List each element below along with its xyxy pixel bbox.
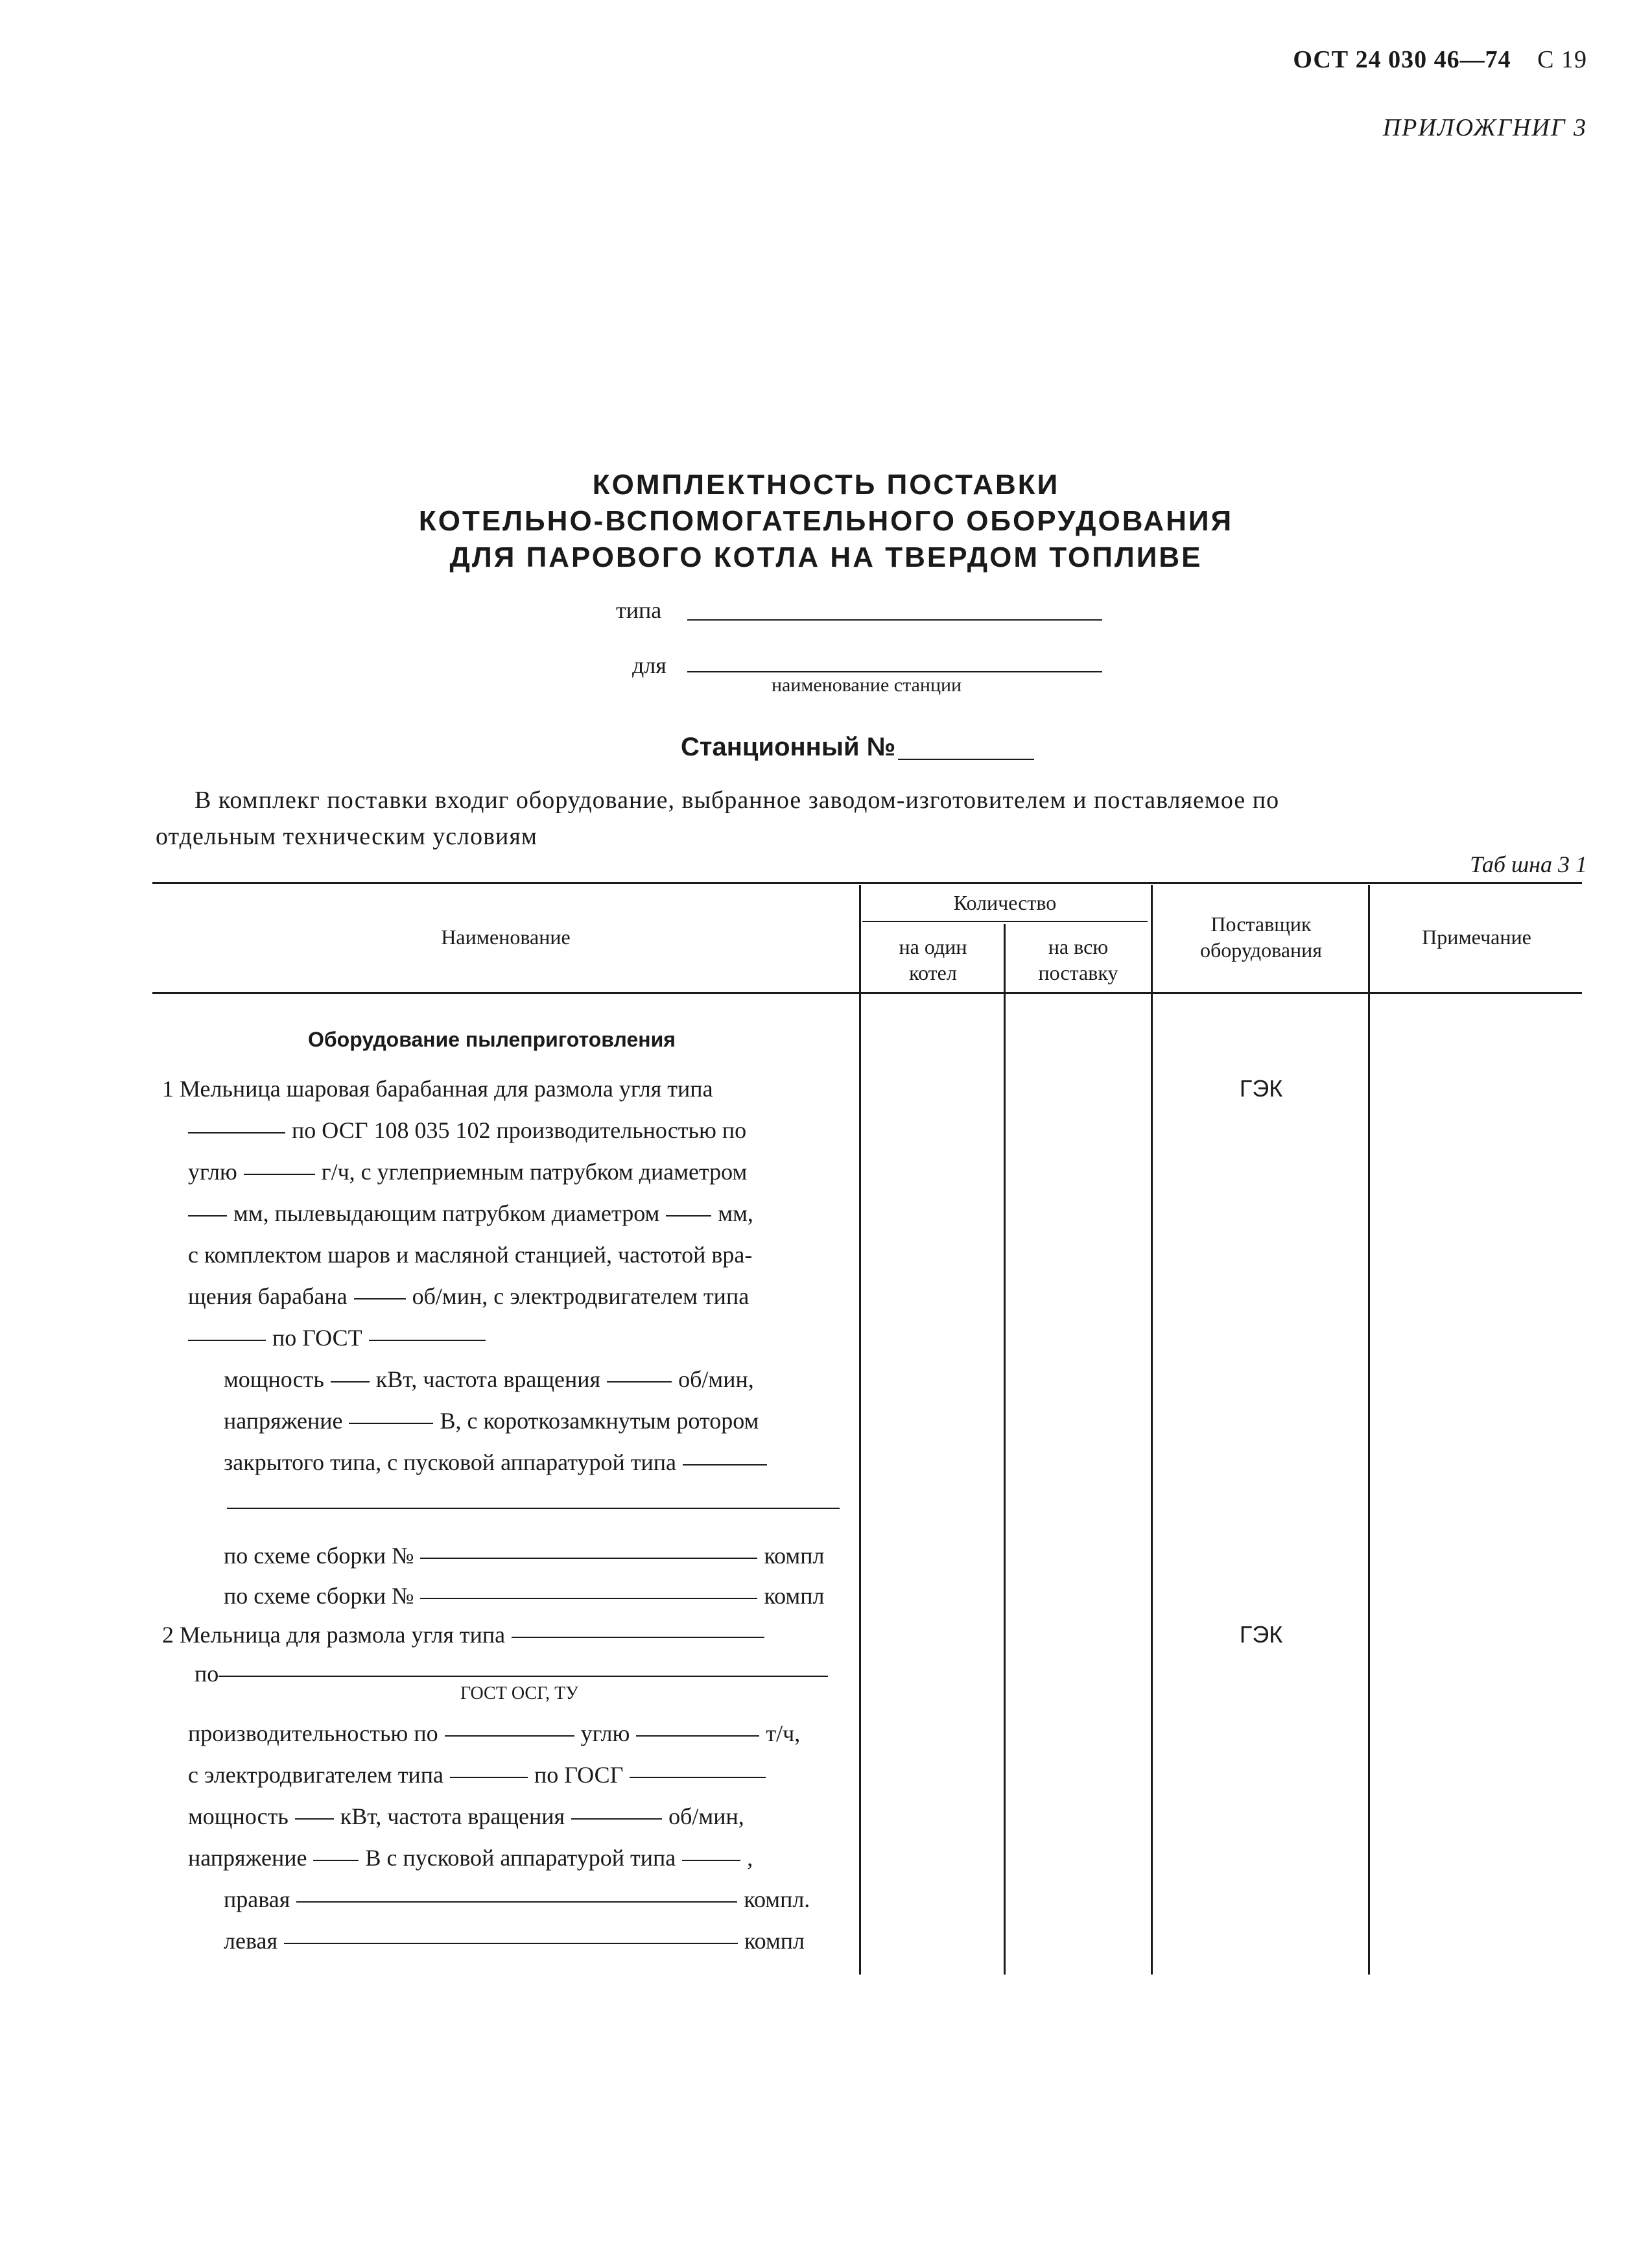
item2-std-caption: ГОСТ ОСГ, ТУ [460,1683,579,1703]
item2-left-unit: компл [744,1928,805,1954]
item2-gost: по ГОСГ [534,1762,624,1788]
blank-line [284,1943,738,1944]
item2-voltage-unit: В с пусковой аппаратурой типа [365,1845,676,1871]
col-divider-2 [1004,924,1006,1975]
type-label: типа [616,597,662,623]
blank-line [296,1901,737,1903]
item1-scheme-2-unit: компл [764,1583,825,1609]
header-note: Примечание [1422,925,1531,949]
item1-line-4-text: мм, пылевыдающим патрубком диаметром [233,1200,660,1226]
table-top-rule [152,882,1582,884]
header-supplier [1154,911,1368,963]
section-title: Оборудование пылеприготовления [308,1028,676,1051]
header-quantity: Количество [953,891,1057,914]
blank-line [218,1676,828,1677]
item1-closed-type [224,1449,773,1476]
item2-right-unit: компл. [744,1886,810,1912]
table-caption: Таб шна 3 1 [1470,851,1587,877]
blank-line [369,1340,486,1341]
station-caption: наименование станции [772,674,962,696]
station-field-line [687,671,1102,672]
document-code [1293,45,1587,74]
quantity-subheader-rule [862,921,1148,922]
blank-line [666,1215,711,1216]
blank-line [630,1777,766,1778]
header-supplier-line-1: Поставщик [1210,912,1312,936]
item2-right [224,1886,810,1913]
item1-line-6 [188,1283,749,1310]
item1-scheme-1-unit: компл [764,1543,825,1569]
header-per-delivery-line-2: поставку [1038,961,1118,984]
item2-comma: , [747,1845,753,1871]
blank-line [682,1860,740,1861]
item1-mm: мм, [718,1200,753,1226]
item2-coal: углю [580,1720,630,1746]
header-name: Наименование [441,925,571,949]
item1-rpm-unit: об/мин, [678,1366,754,1392]
item2-title: 2 Мельница для размола угля типа [162,1622,506,1648]
item1-line-5: с комплектом шаров и масляной станцией, частотой вра- [188,1242,753,1268]
item1-line-7 [188,1324,492,1351]
item1-line-3 [188,1158,747,1185]
intro-line-2: отдельным техническим условиям [156,823,537,850]
header-per-delivery [1006,934,1150,986]
item2-power-label: мощность [188,1803,289,1829]
item1-gost: по ГОСТ [272,1325,362,1351]
blank-line [420,1558,757,1559]
col-divider-1 [859,885,861,1975]
col-divider-4 [1368,885,1370,1975]
blank-line [188,1215,227,1216]
item2-po: по [195,1661,219,1687]
item2-voltage-label: напряжение [188,1845,307,1871]
item1-motor: об/мин, с электродвигателем типа [412,1283,749,1309]
item1-line-1: 1 Мельница шаровая барабанная для размола угля типа [162,1076,713,1102]
item1-power-unit: кВт, частота вращения [375,1366,601,1392]
blank-line [331,1381,370,1383]
blank-line [295,1818,334,1820]
station-number-label: Станционный № [681,733,896,761]
item1-scheme-2-label: по схеме сборки № [224,1583,414,1609]
item1-power [224,1366,754,1393]
item1-scheme-1-label: по схеме сборки № [224,1543,414,1569]
title-line-3: ДЛЯ ПАРОВОГО КОТЛА НА ТВЕРДОМ ТОПЛИВЕ [449,541,1203,573]
item2-power [188,1803,744,1830]
blank-line [420,1598,757,1599]
page-number: С 19 [1537,46,1587,73]
item1-rotation: щения барабана [188,1283,348,1309]
item1-voltage-unit: В, с короткозамкнутым ротором [440,1408,759,1434]
item2-productivity-label: производительностью по [188,1720,438,1746]
item2-productivity [188,1720,800,1747]
header-per-delivery-line-1: на всю [1048,935,1109,958]
item1-voltage-label: напряжение [224,1408,343,1434]
page-title [0,467,1652,576]
header-supplier-line-2: оборудования [1200,938,1322,962]
doc-standard: ОСТ 24 030 46—74 [1293,46,1511,73]
item2-voltage [188,1844,753,1871]
item1-line-3-text: г/ч, с углеприемным патрубком диаметром [321,1159,748,1185]
header-per-boiler-line-1: на один [899,935,967,958]
blank-line [188,1340,266,1341]
item2-tph: т/ч, [766,1720,801,1746]
blank-line [313,1860,359,1861]
blank-line [636,1735,759,1737]
item2-motor-label: с электродвигателем типа [188,1762,443,1788]
item2-right-label: правая [224,1886,290,1912]
item1-scheme-2 [224,1582,824,1609]
blank-line [349,1423,433,1424]
col-divider-3 [1151,885,1153,1975]
item1-line-2-text: по ОСГ 108 035 102 производительностью по [292,1117,747,1143]
item1-power-label: мощность [224,1366,324,1392]
blank-line [188,1132,285,1133]
title-line-2: КОТЕЛЬНО-ВСПОМОГАТЕЛЬНОГО ОБОРУДОВАНИЯ [418,505,1234,537]
item1-line-2 [188,1117,746,1144]
item2-power-unit: кВт, частота вращения [340,1803,565,1829]
blank-line [445,1735,574,1737]
item1-closed-type-text: закрытого типа, с пусковой аппаратурой типа [224,1449,676,1475]
title-line-1: КОМПЛЕКТНОСТЬ ПОСТАВКИ [592,469,1060,501]
for-label: для [632,652,667,678]
item1-voltage [224,1407,759,1434]
blank-line [512,1637,764,1638]
type-field-line [687,619,1102,621]
blank-line [571,1818,662,1820]
blank-line [450,1777,528,1778]
item2-line-1 [162,1621,771,1648]
blank-line [607,1381,672,1383]
station-number-line [898,759,1034,760]
header-per-boiler [862,934,1004,986]
intro-line-1: В комплекг поставки входиг оборудование, выбранное заводом-изготовителем и поставляемое по [195,787,1280,814]
item1-coal: углю [188,1159,237,1185]
item2-left-label: левая [224,1928,278,1954]
header-per-boiler-line-2: котел [909,961,957,984]
item1-scheme-1 [224,1542,824,1569]
item2-left [224,1927,805,1954]
appendix-label: ПРИЛОЖГНИГ 3 [1382,114,1587,141]
item1-supplier: ГЭК [1239,1075,1283,1102]
blank-line [683,1464,767,1466]
item1-extra-line [227,1508,840,1509]
item2-supplier: ГЭК [1239,1621,1283,1648]
blank-line [354,1298,406,1300]
blank-line [244,1174,315,1175]
item1-line-4 [188,1200,753,1227]
item2-rpm-unit: об/мин, [668,1803,744,1829]
item2-motor [188,1761,772,1788]
